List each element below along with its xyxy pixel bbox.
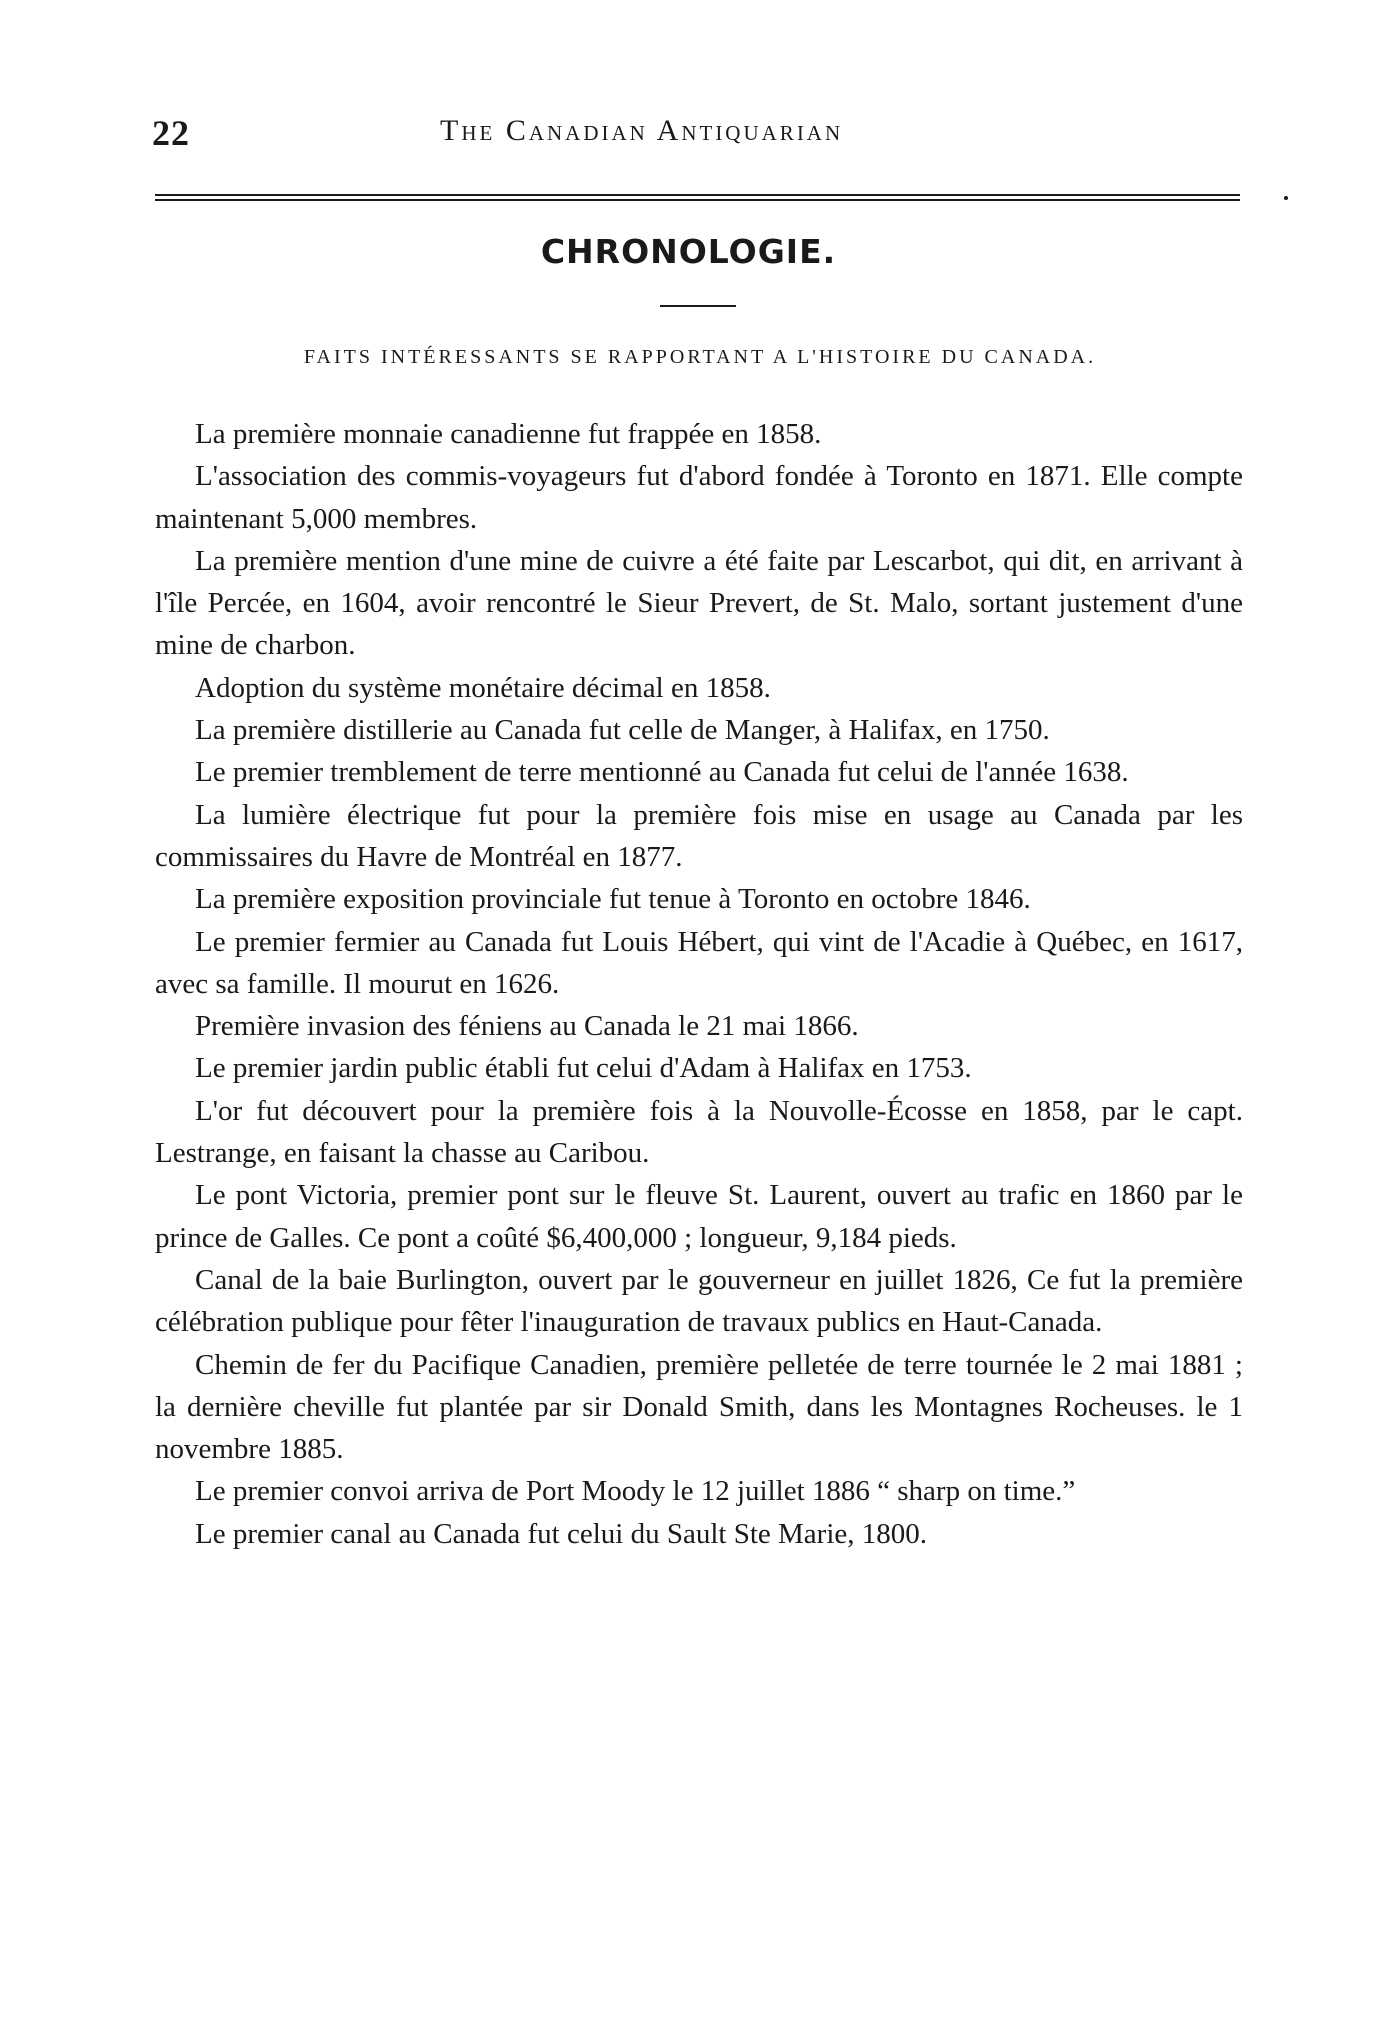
- chronology-entry: La première mention d'une mine de cuivre a été faite par Lescarbot, qui dit, en arrivant à l'île Percée, en 1604, avoir rencontré le Sieur Prevert, de St. Malo, sortant justement d'une mine de charbon.: [155, 544, 1243, 662]
- chronology-entry: L'association des commis-voyageurs fut d'abord fondée à Toronto en 1871. Elle compte maintenant 5,000 membres.: [155, 460, 1243, 535]
- chronology-entry: La première exposition provinciale fut tenue à Toronto en octobre 1846.: [195, 883, 1031, 916]
- chronology-entry: La première monnaie canadienne fut frappée en 1858.: [195, 418, 822, 450]
- header-rule: [155, 194, 1240, 201]
- chronology-entry: La lumière électrique fut pour la première fois mise en usage au Canada par les commissaires du Havre de Montréal en 1877.: [155, 798, 1243, 873]
- chronology-entry: Canal de la baie Burlington, ouvert par le gouverneur en juillet 1826, Ce fut la première célébration publique pour fêter l'inauguration de travaux publics en Haut-Canada.: [155, 1263, 1243, 1339]
- running-title: The Canadian Antiquarian: [440, 114, 844, 147]
- chronology-entry: Le premier fermier au Canada fut Louis Hébert, qui vint de l'Acadie à Québec, en 1617, avec sa famille. Il mourut en 1626.: [155, 925, 1243, 1000]
- title-divider: [660, 305, 736, 307]
- chronology-entry: Chemin de fer du Pacifique Canadien, première pelletée de terre tournée le 2 mai 1881 ; la dernière cheville fut plantée par sir Donald Smith, dans les Montagnes Rocheuses. le 1 novembre 1885.: [155, 1348, 1243, 1466]
- page-number: 22: [152, 113, 190, 153]
- chronology-entry: Première invasion des féniens au Canada le 21 mai 1866.: [195, 1010, 859, 1043]
- ink-speck: [1284, 196, 1288, 200]
- chronology-entries: [155, 413, 1243, 1555]
- chronology-entry: Adoption du système monétaire décimal en 1858.: [195, 671, 771, 704]
- chronology-entry: Le premier canal au Canada fut celui du Sault Ste Marie, 1800.: [195, 1517, 927, 1550]
- chronology-entry: Le premier convoi arriva de Port Moody le 12 juillet 1886 “ sharp on time.”: [195, 1475, 1076, 1508]
- chronology-entry: Le premier tremblement de terre mentionné au Canada fut celui de l'année 1638.: [195, 756, 1129, 789]
- chronology-entry: Le premier jardin public établi fut celui d'Adam à Halifax en 1753.: [195, 1052, 972, 1085]
- section-subtitle: FAITS INTÉRESSANTS SE RAPPORTANT A L'HISTOIRE DU CANADA.: [303, 346, 1097, 368]
- chronology-entry: La première distillerie au Canada fut celle de Manger, à Halifax, en 1750.: [195, 714, 1050, 747]
- chronology-entry: Le pont Victoria, premier pont sur le fleuve St. Laurent, ouvert au trafic en 1860 par le prince de Galles. Ce pont a coûté $6,400,000 ; longueur, 9,184 pieds.: [155, 1179, 1243, 1254]
- chronology-entry: L'or fut découvert pour la première fois à la Nouvolle-Écosse en 1858, par le capt. Lestrange, en faisant la chasse au Caribou.: [155, 1094, 1243, 1170]
- section-title: CHRONOLOGIE.: [540, 232, 837, 271]
